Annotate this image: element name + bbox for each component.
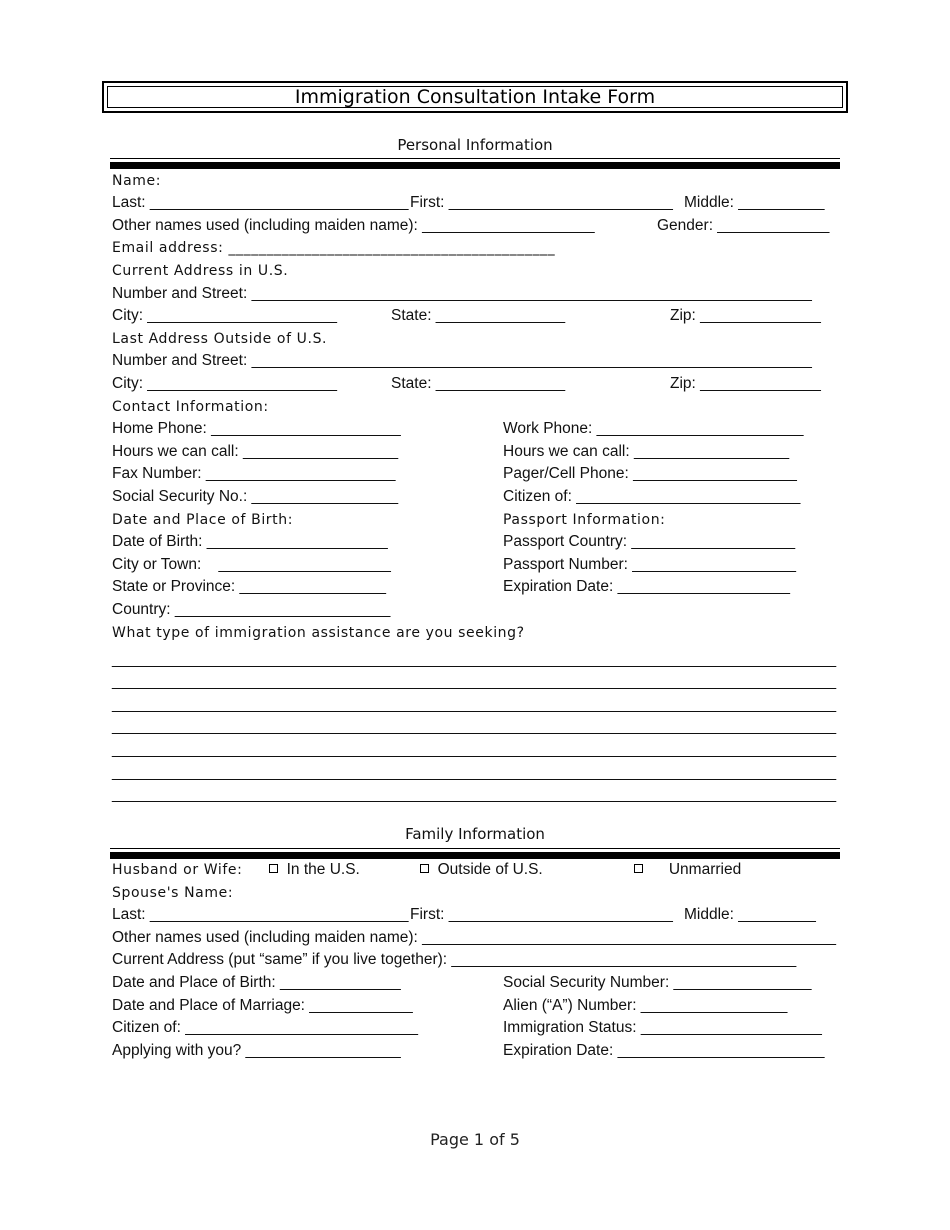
spouse-marriage-row [112,996,840,1018]
personal-section-thick-rule [110,162,840,169]
spouse-address-field[interactable]: Current Address (put “same” if you live together): ________________________________________ [112,951,797,968]
spouse-applying-row [112,1041,840,1063]
spouse-marriage-field[interactable]: Date and Place of Marriage: ____________ [112,997,413,1014]
city-town-row [112,555,840,577]
page-number: Page 1 of 5 [430,1130,520,1149]
spouse-name-heading-row [112,883,840,905]
dob-row [112,532,840,554]
spouse-other-names-row [112,928,840,950]
spouse-name-row [112,905,840,927]
ssn-field[interactable]: Social Security No.: _________________ [112,488,399,505]
contact-heading: Contact Information: [112,399,269,415]
passport-number-field[interactable]: Passport Number: ___________________ [503,556,797,573]
current-street-field[interactable]: Number and Street: _________________________________________________________________ [112,285,812,302]
checkbox-icon[interactable] [634,864,643,873]
pager-field[interactable]: Pager/Cell Phone: ___________________ [503,465,797,482]
birth-heading: Date and Place of Birth: [112,512,294,528]
passport-country-field[interactable]: Passport Country: ___________________ [503,533,796,550]
middle-name-field[interactable]: Middle: __________ [684,194,825,211]
last-state-field[interactable]: State: _______________ [391,375,566,392]
last-city-field[interactable]: City: ______________________ [112,375,337,392]
spouse-alien-number-field[interactable]: Alien (“A”) Number: _________________ [503,997,788,1014]
current-city-field[interactable]: City: ______________________ [112,307,337,324]
family-section-thick-rule [110,852,840,859]
citizen-of-field[interactable]: Citizen of: __________________________ [503,488,801,505]
form-title: Immigration Consultation Intake Form [294,86,656,108]
dob-field[interactable]: Date of Birth: _____________________ [112,533,388,550]
spouse-expiration-field[interactable]: Expiration Date: ________________________ [503,1042,825,1059]
birth-passport-heading-row [112,510,840,532]
other-names-field[interactable]: Other names used (including maiden name): ____________________ [112,217,595,234]
checkbox-icon[interactable] [420,864,429,873]
outside-us-option[interactable] [420,860,543,880]
current-street-row [112,284,840,306]
state-province-row [112,577,840,599]
expiration-field[interactable]: Expiration Date: ____________________ [503,578,790,595]
spouse-birth-field[interactable]: Date and Place of Birth: ______________ [112,974,401,991]
country-row [112,600,840,622]
current-zip-field[interactable]: Zip: ______________ [670,307,821,324]
spouse-first-name-field[interactable]: First: __________________________ [410,906,673,923]
assistance-answer-line[interactable]: ____________________________________________________________________________________ [112,764,837,781]
spouse-status-label: Husband or Wife: [112,862,243,878]
spouse-name-heading: Spouse's Name: [112,885,234,901]
last-zip-field[interactable]: Zip: ______________ [670,375,821,392]
other-names-row [112,216,840,238]
spouse-ssn-field[interactable]: Social Security Number: ________________ [503,974,812,991]
spouse-last-name-field[interactable]: Last: ______________________________ [112,906,409,923]
spouse-address-row [112,950,840,972]
form-title-inner-border [107,86,843,108]
ssn-row [112,487,840,509]
in-us-option[interactable] [269,860,360,880]
phone-row [112,419,840,441]
hours-call-field-2[interactable]: Hours we can call: __________________ [503,443,790,460]
spouse-immigration-status-field[interactable]: Immigration Status: _____________________ [503,1019,822,1036]
in-us-label: In the U.S. [286,861,360,878]
assistance-question: What type of immigration assistance are you seeking? [112,625,525,641]
current-address-heading: Current Address in U.S. [112,263,289,279]
last-address-heading: Last Address Outside of U.S. [112,331,328,347]
current-city-row [112,306,840,328]
unmarried-label: Unmarried [668,861,742,878]
country-field[interactable]: Country: _________________________ [112,601,391,618]
gender-field[interactable]: Gender: _____________ [657,217,830,234]
personal-section-thin-rule [110,158,840,159]
checkbox-icon[interactable] [269,864,278,873]
assistance-question-row [112,623,840,645]
spouse-birth-row [112,973,840,995]
spouse-applying-field[interactable]: Applying with you? __________________ [112,1042,401,1059]
assistance-answer-line[interactable]: ____________________________________________________________________________________ [112,673,837,690]
family-section-thin-rule [110,848,840,849]
work-phone-field[interactable]: Work Phone: ________________________ [503,420,804,437]
family-section-title: Family Information [405,825,545,843]
last-address-heading-row [112,329,840,351]
spouse-other-names-field[interactable]: Other names used (including maiden name): ________________________________________________ [112,929,836,946]
unmarried-option[interactable] [634,860,741,880]
assistance-answer-line[interactable]: ____________________________________________________________________________________ [112,786,837,803]
current-state-field[interactable]: State: _______________ [391,307,566,324]
assistance-answer-line[interactable]: ____________________________________________________________________________________ [112,696,837,713]
form-title-box [102,81,848,113]
home-phone-field[interactable]: Home Phone: ______________________ [112,420,401,437]
assistance-answer-line[interactable]: ____________________________________________________________________________________ [112,741,837,758]
city-town-field[interactable]: City or Town: ____________________ [112,556,391,573]
contact-heading-row [112,397,840,419]
email-field[interactable]: Email address: ___________________________________________ [112,240,556,256]
hours-row [112,442,840,464]
fax-field[interactable]: Fax Number: ______________________ [112,465,396,482]
personal-section-title: Personal Information [397,136,553,154]
state-province-field[interactable]: State or Province: _________________ [112,578,387,595]
passport-heading: Passport Information: [503,512,666,528]
last-name-field[interactable]: Last: ______________________________ [112,194,409,211]
current-address-heading-row [112,261,840,283]
hours-call-field-1[interactable]: Hours we can call: __________________ [112,443,399,460]
spouse-middle-name-field[interactable]: Middle: _________ [684,906,816,923]
email-row [112,238,840,260]
spouse-status-row [112,860,840,882]
name-heading-row [112,171,840,193]
last-street-row [112,351,840,373]
assistance-answer-line[interactable]: ____________________________________________________________________________________ [112,651,837,668]
spouse-citizen-field[interactable]: Citizen of: ___________________________ [112,1019,418,1036]
name-heading: Name: [112,173,162,189]
last-city-row [112,374,840,396]
first-name-field[interactable]: First: __________________________ [410,194,673,211]
fax-row [112,464,840,486]
name-row [112,193,840,215]
outside-us-label: Outside of U.S. [437,861,543,878]
assistance-answer-line[interactable]: ____________________________________________________________________________________ [112,718,837,735]
spouse-citizen-row [112,1018,840,1040]
last-street-field[interactable]: Number and Street: _________________________________________________________________ [112,352,812,369]
